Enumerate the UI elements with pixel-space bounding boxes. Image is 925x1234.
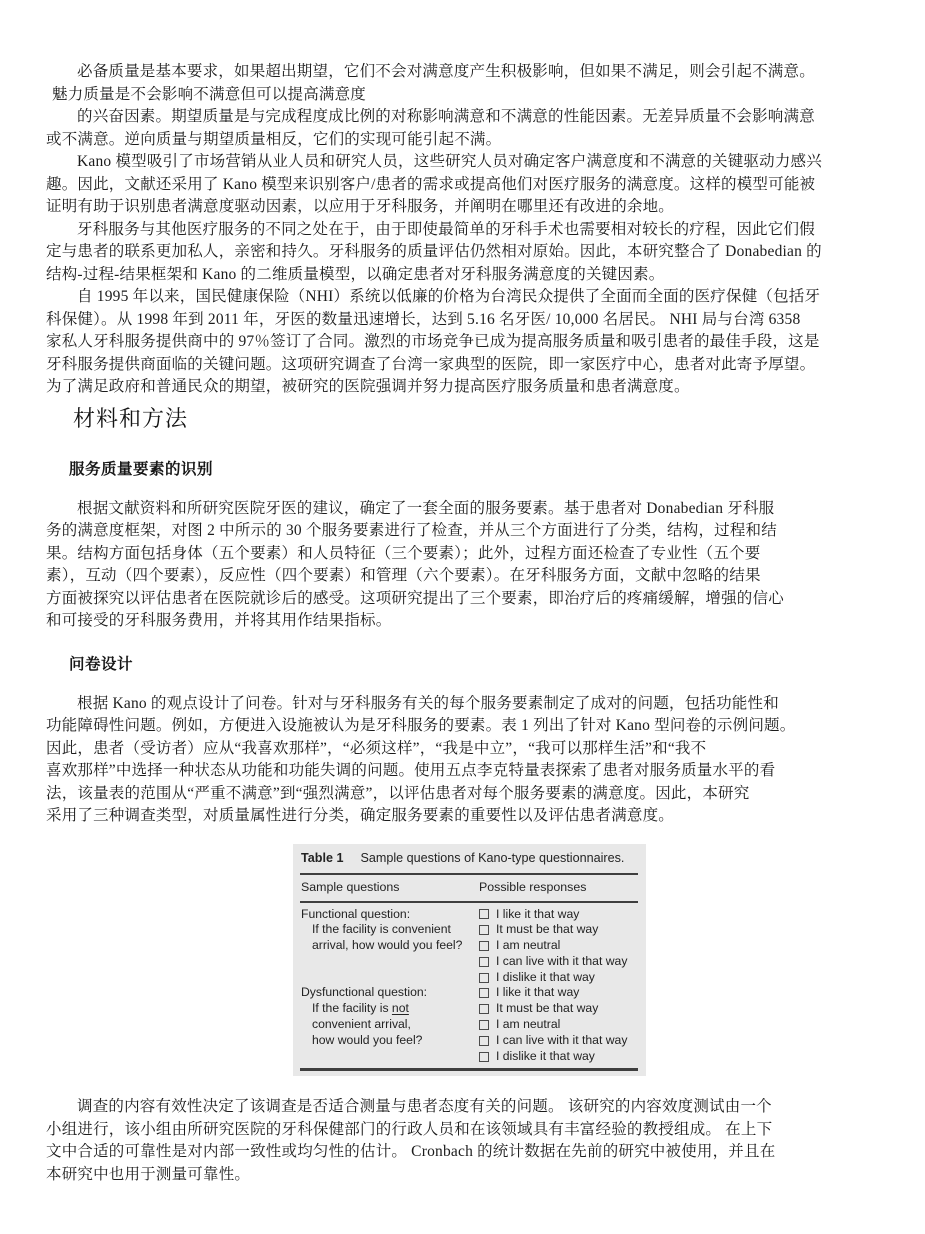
- response-label: It must be that way: [496, 1001, 599, 1016]
- response-option: [479, 1017, 638, 1033]
- functional-responses-cell: [479, 907, 638, 986]
- paragraph-line: 方面被探究以评估患者在医院就诊后的感受。这项研究提出了三个要素，即治疗后的疼痛缓解，增强的信心: [46, 589, 784, 607]
- question-line: [301, 1001, 479, 1017]
- question-line: convenient arrival,: [312, 1017, 411, 1032]
- question-line: Dysfunctional question:: [301, 985, 428, 1000]
- table-body: [300, 903, 638, 1072]
- paragraph-line: 的兴奋因素。期望质量是与完成程度成比例的对称影响满意和不满意的性能因素。无差异质量不会影响满意: [77, 108, 815, 125]
- table-1-figure: [293, 844, 646, 1077]
- response-option: [479, 954, 638, 970]
- paragraph-line: 结构-过程-结果框架和 Kano 的二维质量模型，以确定患者对牙科服务满意度的关键因素。: [46, 265, 665, 283]
- paragraph-line: 定与患者的联系更加私人，亲密和持久。牙科服务的质量评估仍然相对原始。因此，本研究整合了 Donabedian 的: [46, 243, 822, 260]
- question-line: Functional question:: [301, 906, 411, 921]
- paragraph-line: 调查的内容有效性决定了该调查是否适合测量与患者态度有关的问题。 该研究的内容效度测试由一个: [77, 1098, 772, 1116]
- dysfunctional-question-cell: [301, 985, 479, 1048]
- response-label: I am neutral: [496, 938, 561, 953]
- response-option: [479, 1049, 638, 1065]
- paragraph-line: 必备质量是基本要求，如果超出期望，它们不会对满意度产生积极影响，但如果不满足，则会引起不满意。: [77, 63, 815, 80]
- paragraph-line: 小组进行，该小组由所研究医院的牙科保健部门的行政人员和在该领域具有丰富经验的教授组成。 在上下: [46, 1120, 773, 1138]
- body-paragraph: [46, 286, 886, 399]
- question-line: how would you feel?: [312, 1032, 423, 1047]
- response-option: [479, 922, 638, 938]
- paragraph-line: 素），互动（四个要素），反应性（四个要素）和管理（六个要素）。在牙科服务方面，文献中忽略的结果: [46, 567, 761, 584]
- paragraph-line: 和可接受的牙科服务费用，并将其用作结果指标。: [46, 612, 392, 629]
- checkbox-icon: [479, 973, 489, 983]
- paragraph-line: 法，该量表的范围从“严重不满意”到“强烈满意”，以评估患者对每个服务要素的满意度。因此，本研究: [46, 784, 750, 802]
- body-paragraph: [46, 219, 886, 287]
- checkbox-icon: [479, 988, 489, 998]
- table-label: Table 1: [301, 850, 344, 865]
- paragraph-line: 家私人牙科服务提供商中的 97％签订了合同。激烈的市场竞争已成为提高服务质量和吸引患者的最佳手段，这是: [46, 333, 820, 350]
- response-option: [479, 1033, 638, 1049]
- paragraph-line: 自 1995 年以来，国民健康保险（NHI）系统以低廉的价格为台湾民众提供了全面而全面的医疗保健（包括牙: [77, 288, 821, 305]
- checkbox-icon: [479, 1052, 489, 1062]
- paragraph-line: 魅力质量是不会影响不满意但可以提高满意度: [52, 85, 367, 103]
- checkbox-icon: [479, 941, 489, 951]
- paragraph-line: 为了满足政府和普通民众的期望，被研究的医院强调并努力提高医疗服务质量和患者满意度。: [46, 378, 690, 395]
- subsection-heading-service-quality-elements: 服务质量要素的识别: [69, 460, 214, 478]
- body-paragraph: [46, 1096, 886, 1186]
- checkbox-icon: [479, 1004, 489, 1014]
- response-option: [479, 1001, 638, 1017]
- section-heading-materials-and-methods: 材料和方法: [73, 405, 189, 431]
- functional-question-cell: [301, 907, 479, 954]
- body-paragraph: [46, 151, 886, 219]
- paragraph-line: 果。结构方面包括身体（五个要素）和人员特征（三个要素）；此外，过程方面还检查了专业性（五个要: [46, 544, 761, 562]
- paragraph-line: 本研究中也用于测量可靠性。: [46, 1165, 251, 1183]
- response-label: I dislike it that way: [496, 969, 595, 984]
- checkbox-icon: [479, 1020, 489, 1030]
- paragraph-line: 证明有助于识别患者满意度驱动因素，以应用于牙科服务，并阐明在哪里还有改进的余地。: [46, 198, 675, 215]
- question-line: If the facility is convenient: [312, 922, 451, 937]
- underlined-word: not: [391, 1001, 409, 1016]
- paragraph-line: 因此，患者（受访者）应从“我喜欢那样”，“必须这样”，“我是中立”，“我可以那样生活”和“我不: [46, 739, 707, 757]
- question-text: If the facility is: [312, 1001, 392, 1016]
- body-paragraph: [46, 61, 886, 151]
- response-label: I am neutral: [496, 1017, 561, 1032]
- checkbox-icon: [479, 925, 489, 935]
- checkbox-icon: [479, 909, 489, 919]
- paragraph-line: 务的满意度框架，对图 2 中所示的 30 个服务要素进行了检查，并从三个方面进行了分类，结构，过程和结: [46, 522, 777, 539]
- paragraph-line: Kano 模型吸引了市场营销从业人员和研究人员，这些研究人员对确定客户满意度和不满意的关键驱动力感兴: [77, 153, 822, 170]
- column-header-possible-responses: Possible responses: [479, 879, 587, 894]
- column-header-sample-questions: Sample questions: [301, 879, 400, 894]
- checkbox-icon: [479, 1036, 489, 1046]
- response-option: [479, 938, 638, 954]
- response-label: I can live with it that way: [496, 1032, 628, 1047]
- response-option: [479, 985, 638, 1001]
- paragraph-line: 文中合适的可靠性是对内部一致性或均匀性的估计。 Cronbach 的统计数据在先前的研究中被使用，并且在: [46, 1143, 776, 1161]
- body-paragraph: [46, 498, 886, 633]
- response-label: I can live with it that way: [496, 953, 628, 968]
- paragraph-line: 牙科服务与其他医疗服务的不同之处在于，由于即使最简单的牙科手术也需要相对较长的疗程，因此它们假: [77, 220, 815, 238]
- paragraph-line: 科保健）。从 1998 年到 2011 年，牙医的数量迅速增长，达到 5.16 名牙医/ 10,000 名居民。 NHI 局与台湾 6358: [46, 310, 801, 328]
- paragraph-line: 根据 Kano 的观点设计了问卷。针对与牙科服务有关的每个服务要素制定了成对的问题，包括功能性和: [77, 694, 779, 712]
- dysfunctional-responses-cell: [479, 985, 638, 1064]
- response-label: It must be that way: [496, 922, 599, 937]
- paragraph-line: 或不满意。逆向质量与期望质量相反，它们的实现可能引起不满。: [46, 130, 502, 148]
- table-column-headers: [300, 875, 638, 903]
- body-paragraph: [46, 693, 886, 828]
- response-option: [479, 907, 638, 923]
- paragraph-line: 采用了三种调查类型，对质量属性进行分类，确定服务要素的重要性以及评估患者满意度。: [46, 807, 675, 824]
- response-label: I like it that way: [496, 985, 580, 1000]
- table-row-dysfunctional: [301, 985, 638, 1064]
- table-title: [300, 850, 638, 875]
- document-content: [46, 61, 886, 1186]
- subsection-heading-questionnaire-design: 问卷设计: [69, 655, 134, 673]
- paragraph-line: 功能障碍性问题。例如，方便进入设施被认为是牙科服务的要素。表 1 列出了针对 Kano 型问卷的示例问题。: [46, 717, 796, 734]
- question-line: arrival, how would you feel?: [312, 938, 463, 953]
- table-row-functional: [301, 907, 638, 986]
- response-label: I dislike it that way: [496, 1048, 595, 1063]
- paragraph-line: 牙科服务提供商面临的关键问题。这项研究调查了台湾一家典型的医院，即一家医疗中心，患者对此寄予厚望。: [46, 355, 816, 373]
- paragraph-line: 趣。因此，文献还采用了 Kano 模型来识别客户/患者的需求或提高他们对医疗服务的满意度。这样的模型可能被: [46, 175, 816, 193]
- response-label: I like it that way: [496, 906, 580, 921]
- table-caption: Sample questions of Kano-type questionnaires.: [360, 850, 625, 865]
- response-option: [479, 970, 638, 986]
- paragraph-line: 根据文献资料和所研究医院牙医的建议，确定了一套全面的服务要素。基于患者对 Donabedian 牙科服: [77, 499, 775, 517]
- checkbox-icon: [479, 957, 489, 967]
- paragraph-line: 喜欢那样”中选择一种状态从功能和功能失调的问题。使用五点李克特量表探索了患者对服务质量水平的看: [46, 762, 776, 779]
